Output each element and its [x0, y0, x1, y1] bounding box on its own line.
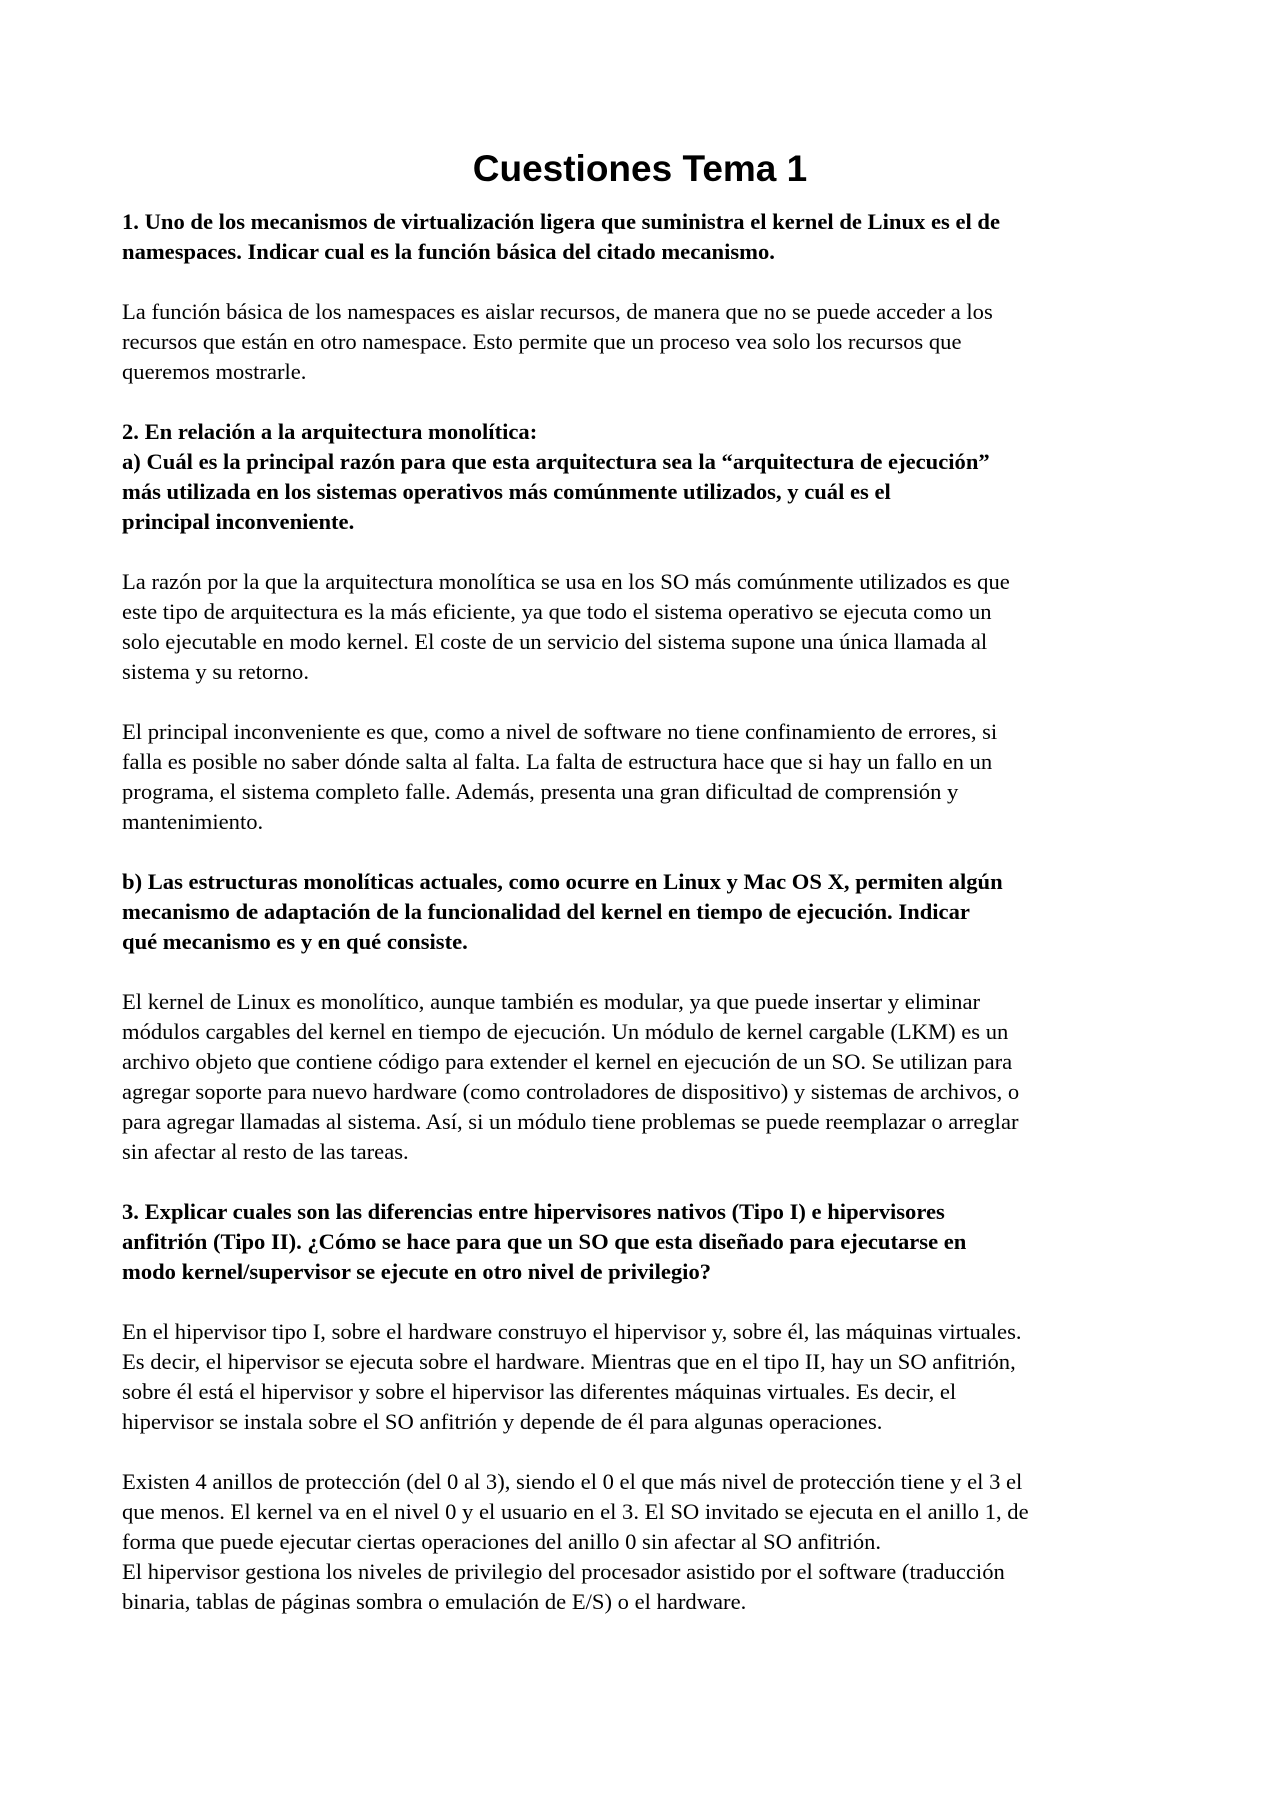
text-line: 1. Uno de los mecanismos de virtualización ligera que suministra el kernel de Linux es el de — [122, 209, 1001, 234]
text-line: más utilizada en los sistemas operativos más comúnmente utilizados, y cuál es el — [122, 479, 891, 504]
page-title: Cuestiones Tema 1 — [472, 148, 808, 189]
text-line: Existen 4 anillos de protección (del 0 al 3), siendo el 0 el que más nivel de protección tiene y el 3 el — [122, 1469, 1023, 1494]
answer-2b — [122, 987, 1202, 1167]
text-line: b) Las estructuras monolíticas actuales, como ocurre en Linux y Mac OS X, permiten algún — [122, 869, 1003, 894]
text-line: falla es posible no saber dónde salta al falta. La falta de estructura hace que si hay un fallo en un — [122, 749, 993, 774]
answer-1 — [122, 297, 1202, 387]
text-line: sin afectar al resto de las tareas. — [122, 1139, 409, 1164]
text-line: agregar soporte para nuevo hardware (como controladores de dispositivo) y sistemas de archivos, o — [122, 1079, 1020, 1104]
text-line: solo ejecutable en modo kernel. El coste de un servicio del sistema supone una única llamada al — [122, 629, 988, 654]
answer-3-paragraph-3 — [122, 1557, 1202, 1617]
text-line: mecanismo de adaptación de la funcionalidad del kernel en tiempo de ejecución. Indicar — [122, 899, 970, 924]
text-line: El kernel de Linux es monolítico, aunque también es modular, ya que puede insertar y eliminar — [122, 989, 981, 1014]
text-line: hipervisor se instala sobre el SO anfitrión y depende de él para algunas operaciones. — [122, 1409, 883, 1434]
text-line: El hipervisor gestiona los niveles de privilegio del procesador asistido por el software (traducción — [122, 1559, 1005, 1584]
answer-2a-paragraph-1 — [122, 567, 1202, 687]
text-line: programa, el sistema completo falle. Además, presenta una gran dificultad de comprensión y — [122, 779, 959, 804]
text-line: queremos mostrarle. — [122, 359, 307, 384]
question-2a — [122, 417, 1202, 537]
text-line: este tipo de arquitectura es la más eficiente, ya que todo el sistema operativo se ejecuta como un — [122, 599, 992, 624]
text-line: binaria, tablas de páginas sombra o emulación de E/S) o el hardware. — [122, 1589, 747, 1614]
text-line: forma que puede ejecutar ciertas operaciones del anillo 0 sin afectar al SO anfitrión. — [122, 1529, 882, 1554]
text-line: módulos cargables del kernel en tiempo de ejecución. Un módulo de kernel cargable (LKM) es un — [122, 1019, 1009, 1044]
text-line: mantenimiento. — [122, 809, 264, 834]
text-line: 3. Explicar cuales son las diferencias entre hipervisores nativos (Tipo I) e hipervisores — [122, 1199, 945, 1224]
text-line: namespaces. Indicar cual es la función básica del citado mecanismo. — [122, 239, 775, 264]
text-line: que menos. El kernel va en el nivel 0 y el usuario en el 3. El SO invitado se ejecuta en el anillo 1, de — [122, 1499, 1029, 1524]
text-line: Es decir, el hipervisor se ejecuta sobre el hardware. Mientras que en el tipo II, hay un SO anfitrión, — [122, 1349, 1016, 1374]
text-line: sistema y su retorno. — [122, 659, 309, 684]
text-line: En el hipervisor tipo I, sobre el hardware construyo el hipervisor y, sobre él, las máquinas virtuales. — [122, 1319, 1022, 1344]
text-line: anfitrión (Tipo II). ¿Cómo se hace para que un SO que esta diseñado para ejecutarse en — [122, 1229, 967, 1254]
text-line: La función básica de los namespaces es aislar recursos, de manera que no se puede acceder a los — [122, 299, 993, 324]
question-1 — [122, 207, 1202, 267]
question-3 — [122, 1197, 1202, 1287]
document-body — [122, 207, 1202, 1617]
text-line: recursos que están en otro namespace. Esto permite que un proceso vea solo los recursos que — [122, 329, 962, 354]
text-line: modo kernel/supervisor se ejecute en otro nivel de privilegio? — [122, 1259, 712, 1284]
text-line: 2. En relación a la arquitectura monolítica: — [122, 419, 538, 444]
text-line: qué mecanismo es y en qué consiste. — [122, 929, 468, 954]
answer-2a-paragraph-2 — [122, 717, 1202, 837]
answer-3-paragraph-2 — [122, 1467, 1202, 1557]
text-line: archivo objeto que contiene código para extender el kernel en ejecución de un SO. Se utilizan para — [122, 1049, 1013, 1074]
question-2b — [122, 867, 1202, 957]
text-line: sobre él está el hipervisor y sobre el hipervisor las diferentes máquinas virtuales. Es decir, el — [122, 1379, 957, 1404]
text-line: El principal inconveniente es que, como a nivel de software no tiene confinamiento de errores, si — [122, 719, 998, 744]
text-line: a) Cuál es la principal razón para que esta arquitectura sea la “arquitectura de ejecución” — [122, 449, 990, 474]
text-line: para agregar llamadas al sistema. Así, si un módulo tiene problemas se puede reemplazar o arreglar — [122, 1109, 1019, 1134]
text-line: principal inconveniente. — [122, 509, 355, 534]
answer-3-paragraph-1 — [122, 1317, 1202, 1437]
text-line: La razón por la que la arquitectura monolítica se usa en los SO más comúnmente utilizados es que — [122, 569, 1010, 594]
